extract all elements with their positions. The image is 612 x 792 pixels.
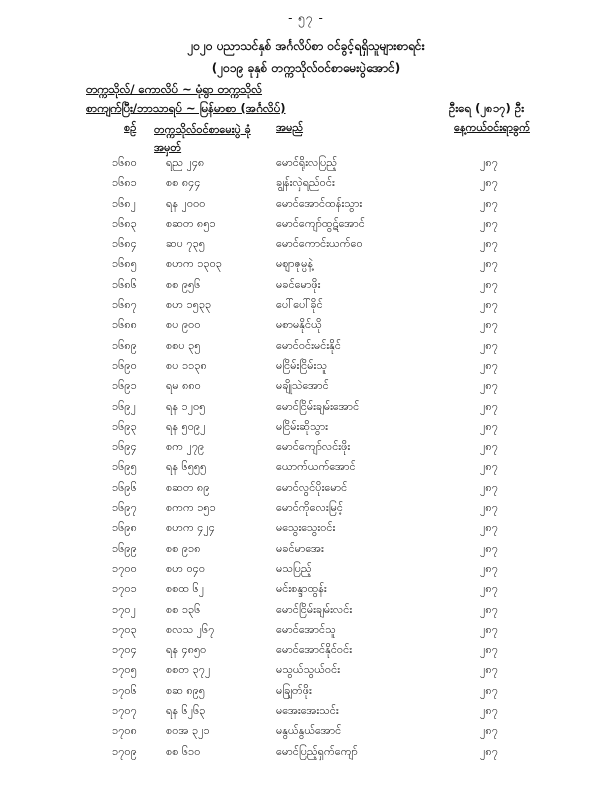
row-number: ၁၆၈၁ xyxy=(112,176,137,190)
count-value: ၂၈၇ xyxy=(480,196,498,210)
table-row xyxy=(0,702,612,722)
student-name: မောင်ရိုးလပြည့် xyxy=(276,156,338,169)
table-row xyxy=(0,174,612,194)
count-value: ၂၈၇ xyxy=(480,561,498,575)
count-value: ၂၈၇ xyxy=(480,176,498,190)
count-value: ၂၈၇ xyxy=(480,298,498,312)
row-number: ၁၆၈၄ xyxy=(112,237,137,251)
count-value: ၂၈၇ xyxy=(480,663,498,677)
student-name: မခင်မာအေး xyxy=(276,541,324,555)
student-name: မောင်ဝင်းမင်းနိုင် xyxy=(276,338,341,352)
count-value: ၂၈၇ xyxy=(480,744,498,758)
count-value: ၂၈၇ xyxy=(480,216,498,230)
roll-number: စပ ၉၀၀ xyxy=(166,318,201,332)
roll-number: ရန ၅၀၉၂ xyxy=(166,419,206,433)
column-header-days: နေ့ကယ်ဝင်းရာခွက် xyxy=(454,121,530,134)
table-row xyxy=(0,621,612,641)
count-value: ၂၈၇ xyxy=(480,379,498,393)
count-value: ၂၈၇ xyxy=(480,277,498,291)
table-row xyxy=(0,215,612,235)
table-row xyxy=(0,479,612,499)
row-number: ၁၆၉၄ xyxy=(112,440,137,454)
row-number: ၁၆၉၅ xyxy=(112,460,137,474)
roll-number: စစ ၆၁၀ xyxy=(166,744,201,758)
roll-number: စဟက ၄၂၄ xyxy=(166,521,215,535)
student-name: မချြတ်ဖိုး xyxy=(276,683,312,697)
table-row xyxy=(0,316,612,336)
row-number: ၁၇၀၁ xyxy=(112,582,137,596)
table-row xyxy=(0,560,612,580)
count-value: ၂၈၇ xyxy=(480,622,498,636)
roll-number: စစတ ၃၇၂ xyxy=(166,663,211,677)
roll-number: စက ၂၇၉ xyxy=(166,440,205,454)
document-title: ၂၀၂၀ ပညာသင်နှစ် အင်္ဂလိပ်စာ ဝင်ခွင့်ရရှိသူများစာရင်း xyxy=(187,39,425,53)
roll-number: စဟ ၀၄၀ xyxy=(166,561,206,575)
student-name: မင်းစန္ဒာထွန်း xyxy=(276,582,327,596)
count-value: ၂၈၇ xyxy=(480,704,498,718)
page-number: - ၅၇ - xyxy=(288,11,324,25)
student-name: ချွန်းလှဲရည်ဝင်း xyxy=(276,176,335,190)
subject-label: စာကျက်ပြီး/ဘာသာရပ် ~ မြန်မာစာ (အင်္ဂလိပ်) xyxy=(86,101,286,115)
table-row xyxy=(0,661,612,681)
roll-number: စစ ၉၁၈ xyxy=(166,541,201,555)
row-number: ၁၇၀၆ xyxy=(112,683,137,697)
roll-number: ဆပ ၇၃၅ xyxy=(166,237,205,251)
student-name: မောင်အောင်နိုင်ဝင်း xyxy=(276,643,353,657)
column-header-name: အမည် xyxy=(276,121,304,134)
table-row xyxy=(0,398,612,418)
student-name: မောင်ငြိမ်းချမ်းလင်း xyxy=(276,602,353,616)
row-number: ၁၆၈၃ xyxy=(112,216,137,230)
student-name: မောင်ကျော်ထွဋ်အောင် xyxy=(276,216,365,230)
table-row xyxy=(0,499,612,519)
row-number: ၁၆၉၂ xyxy=(112,399,136,413)
roll-number: ရန ၆၅၅၅ xyxy=(166,460,207,474)
count-value: ၂၈၇ xyxy=(480,338,498,352)
roll-number: စစ ၁၃၆ xyxy=(166,602,201,616)
row-number: ၁၆၈၆ xyxy=(112,277,137,291)
roll-number: စကက ၁၅၁ xyxy=(166,501,216,515)
count-value: ၂၈၇ xyxy=(480,399,498,413)
student-name: မောင်လွင်ပိုးမောင် xyxy=(276,480,348,494)
table-row xyxy=(0,580,612,600)
student-name: မောင်ကျော်လင်းဖိုး xyxy=(276,440,351,454)
roll-number: ရန ၆၂၆၃ xyxy=(166,704,206,718)
row-number: ၁၆၈၉ xyxy=(112,338,137,352)
count-value: ၂၈၇ xyxy=(480,683,498,697)
student-name: မသွေးသွေးဝင်း xyxy=(276,521,336,535)
row-number: ၁၆၉၁ xyxy=(112,379,137,393)
total-count-label: ဦးရေ (၂၈၁၇) ဦး xyxy=(449,101,525,115)
student-name: မသပြည့် xyxy=(276,561,312,575)
column-header-no: စဉ် xyxy=(124,121,137,134)
column-header-roll: တက္ကသိုလ်ဝင်စာမေးပွဲ ခုံအမှတ် xyxy=(154,123,251,154)
count-value: ၂၈၇ xyxy=(480,643,498,657)
row-number: ၁၆၈၀ xyxy=(112,156,137,169)
student-name: မောင်အောင်သူ xyxy=(276,622,336,636)
roll-number: စစပ ၃၅ xyxy=(166,338,201,352)
count-value: ၂၈၇ xyxy=(480,237,498,251)
table-row xyxy=(0,458,612,478)
count-value: ၂၈၇ xyxy=(480,521,498,535)
table-row xyxy=(0,235,612,255)
student-name: မအေးအေးသင်း xyxy=(276,704,339,718)
document-subtitle: (၂၀၁၉ ခုနှစ် တက္ကသိုလ်ဝင်စာမေးပွဲအောင်) xyxy=(211,61,401,75)
table-row xyxy=(0,377,612,397)
row-number: ၁၆၉၇ xyxy=(112,501,137,515)
student-name: မငြိမ်းငြိမ်းသူ xyxy=(276,358,327,372)
count-value: ၂၈၇ xyxy=(480,419,498,433)
student-name: မဈာဇုမ္ပနဲ့ xyxy=(276,257,314,271)
table-row xyxy=(0,255,612,275)
roll-number: စစ ၈၄၄ xyxy=(166,176,201,190)
roll-number: စဆတ ၈၉ xyxy=(166,480,210,494)
roll-number: စလသ ၂၆၇ xyxy=(166,622,215,636)
count-value: ၂၈၇ xyxy=(480,582,498,596)
row-number: ၁၇၀၇ xyxy=(112,704,137,718)
roll-number: စဆတ ၈၅၁ xyxy=(166,216,216,230)
student-name: မနွယ်နွယ်အောင် xyxy=(276,724,342,738)
count-value: ၂၈၇ xyxy=(480,460,498,474)
student-name: မသွယ်သွယ်ဝင်း xyxy=(276,663,340,677)
student-name: မခင်မောဖိုး xyxy=(276,277,321,291)
row-number: ၁၆၈၂ xyxy=(112,196,137,210)
table-row xyxy=(0,418,612,438)
count-value: ၂၈၇ xyxy=(480,318,498,332)
roll-number: စဆ ၈၉၅ xyxy=(166,683,205,697)
row-number: ၁၆၉၉ xyxy=(112,541,137,555)
row-number: ၁၇၀၂ xyxy=(112,602,136,616)
count-value: ၂၈၇ xyxy=(480,358,498,372)
row-number: ၁၇၀၅ xyxy=(112,663,137,677)
row-number: ၁၆၉၀ xyxy=(112,358,137,372)
table-row xyxy=(0,276,612,296)
student-name: မောင်ကောင်းယက်ဝေ xyxy=(276,237,363,251)
table-row xyxy=(0,743,612,763)
student-name: မောင်ကိုလေးမြင့် xyxy=(276,501,343,515)
roll-number: ရည ၂၄၈ xyxy=(166,156,205,169)
roll-number: စပ ၁၁၃၈ xyxy=(166,358,207,372)
table-row xyxy=(0,641,612,661)
student-name: ပေါ်ပေါ်ခိုင် xyxy=(276,298,323,312)
roll-number: ရန ၂၀၀၀ xyxy=(166,196,206,210)
count-value: ၂၈၇ xyxy=(480,480,498,494)
roll-number: စဟ ၁၅၃၃ xyxy=(166,298,212,312)
count-value: ၂၈၇ xyxy=(480,257,498,271)
table-row xyxy=(0,357,612,377)
table-row xyxy=(0,438,612,458)
count-value: ၂၈၇ xyxy=(480,602,498,616)
roll-number: စစထ ၆၂ xyxy=(166,582,205,596)
roll-number: စဝအ ၃၂၁ xyxy=(166,724,210,738)
student-name: မငြိမ်းဆိုသွား xyxy=(276,419,328,433)
table-row xyxy=(0,519,612,539)
roll-number: ရမ ၈၈၀ xyxy=(166,379,201,393)
student-name: မောင်ငြိမ်းချမ်းအောင် xyxy=(276,399,360,413)
row-number: ၁၇၀၄ xyxy=(112,643,137,657)
count-value: ၂၈၇ xyxy=(480,724,498,738)
roll-number: ရန ၄၈၅၀ xyxy=(166,643,207,657)
row-number: ၁၇၀၀ xyxy=(112,561,137,575)
row-number: ၁၆၉၃ xyxy=(112,419,137,433)
student-name: ယောက်ယက်အောင် xyxy=(276,460,356,474)
student-name: မချိုသဲအောင် xyxy=(276,379,329,393)
count-value: ၂၈၇ xyxy=(480,501,498,515)
roll-number: ရန ၁၂၀၅ xyxy=(166,399,206,413)
student-name: မောင်ပြည့်ရှက်ကျော် xyxy=(276,744,358,758)
count-value: ၂၈၇ xyxy=(480,541,498,555)
row-number: ၁၆၈၅ xyxy=(112,257,137,271)
table-row xyxy=(0,601,612,621)
count-value: ၂၈၇ xyxy=(480,440,498,454)
row-number: ၁၆၉၆ xyxy=(112,480,137,494)
roll-number: စဟက ၁၃၀၃ xyxy=(166,257,222,271)
row-number: ၁၆၈၈ xyxy=(112,318,137,332)
roll-number: စစ ၉၅၆ xyxy=(166,277,201,291)
count-value: ၂၈၇ xyxy=(480,156,498,169)
row-number: ၁၇၀၉ xyxy=(112,744,137,758)
table-row xyxy=(0,722,612,742)
student-name: မောင်အောင်ထန်းသွား xyxy=(276,196,363,210)
table-row xyxy=(0,195,612,215)
table-row xyxy=(0,154,612,174)
table-row xyxy=(0,296,612,316)
row-number: ၁၆၈၇ xyxy=(112,298,137,312)
student-name: မစာမနိုင်ယို xyxy=(276,318,322,332)
row-number: ၁၇၀၃ xyxy=(112,622,137,636)
results-table xyxy=(0,154,612,763)
table-row xyxy=(0,540,612,560)
row-number: ၁၆၉၈ xyxy=(112,521,137,535)
university-label: တက္ကသိုလ်/ ကောလိပ် ~ မုံရွာ တက္ကသိုလ် xyxy=(86,82,263,96)
row-number: ၁၇၀၈ xyxy=(112,724,137,738)
table-row xyxy=(0,682,612,702)
table-row xyxy=(0,337,612,357)
